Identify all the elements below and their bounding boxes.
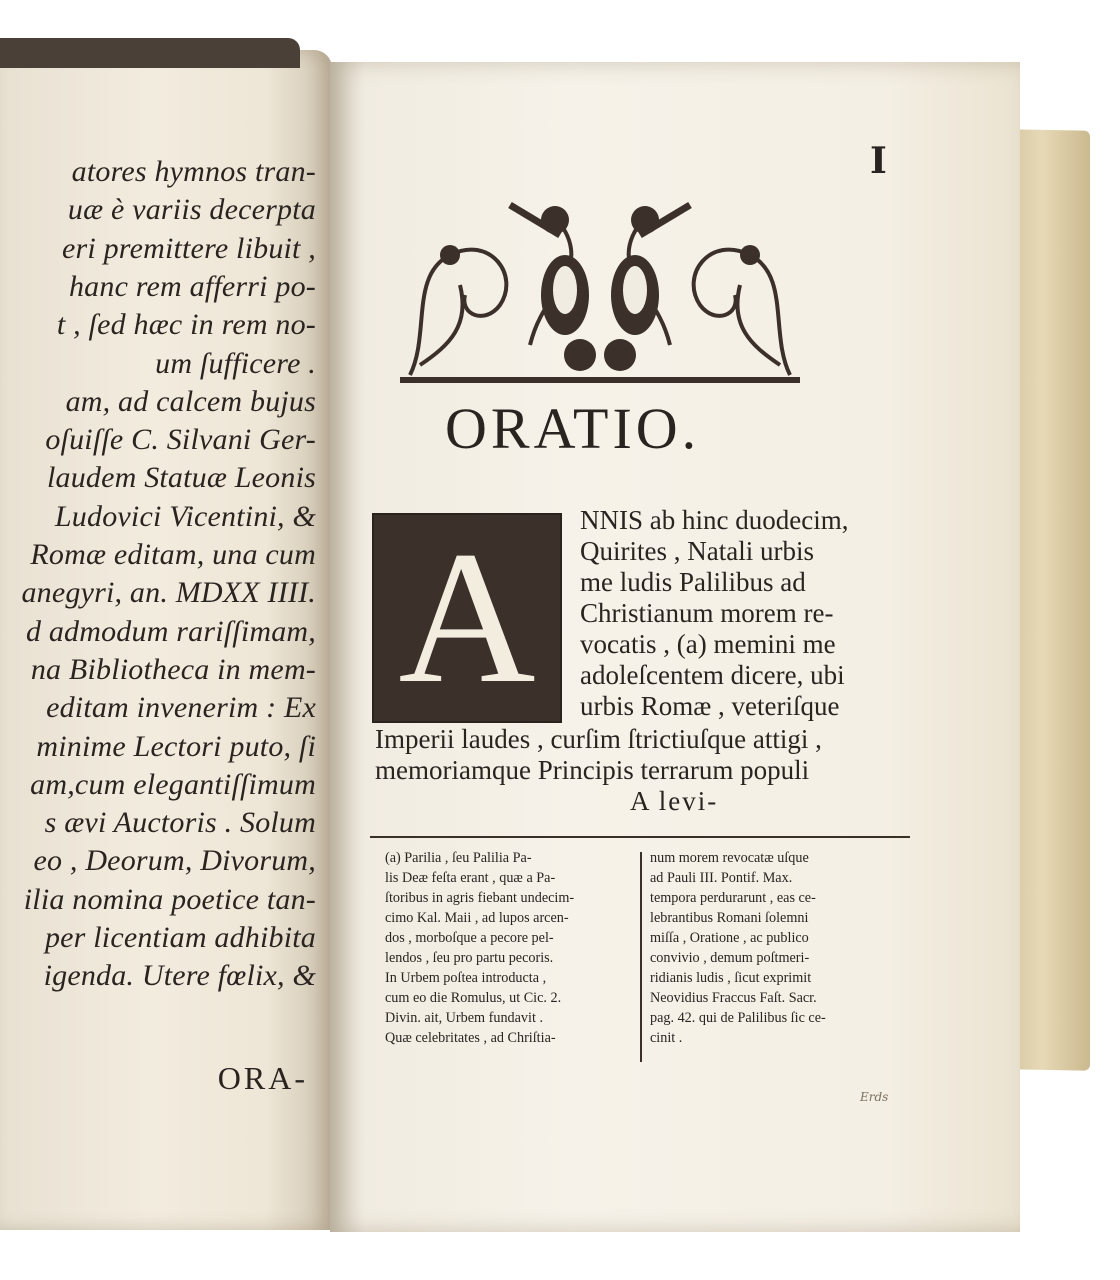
- text-line-content: anegyri, an. MDXX IIII.: [21, 576, 316, 610]
- text-line-content: hanc rem afferri po-: [68, 269, 316, 303]
- text-line: NNIS ab hinc duodecim,: [580, 505, 849, 535]
- text-line: Divin. ait, Urbem fundavit .: [385, 1010, 544, 1026]
- text-line-content: editam invenerim : Ex: [46, 691, 316, 725]
- text-line: cinit .: [650, 1030, 683, 1046]
- text-line: cum eo die Romulus, ut Cic. 2.: [385, 990, 562, 1006]
- text-line-content: na Bibliotheca in mem-: [30, 652, 316, 686]
- page-block-edge: [1010, 129, 1090, 1070]
- text-line-content: atores hymnos tran-: [71, 155, 316, 188]
- text-line-content: ilia nomina poetice tan-: [23, 882, 316, 916]
- text-line: pag. 42. qui de Palilibus ſic ce-: [650, 1010, 826, 1026]
- text-line: num morem revocatæ uſque: [650, 850, 809, 866]
- text-line: In Urbem poſtea introducta ,: [385, 970, 547, 986]
- text-line: Quirites , Natali urbis: [580, 536, 814, 566]
- text-line: vocatis , (a) memini me: [580, 629, 836, 659]
- left-catchword-text: ORA-: [217, 1060, 308, 1096]
- text-line-content: um ſufficere .: [155, 346, 316, 380]
- text-line-content: Ludovici Vicentini, &: [54, 499, 316, 533]
- text-line-content: oſuiſſe C. Silvani Ger-: [45, 423, 316, 457]
- text-line: lendos , ſeu pro partu pecoris.: [385, 950, 554, 966]
- text-line-content: minime Lectori puto, ſi: [36, 729, 316, 763]
- decorated-initial: [372, 513, 562, 723]
- text-line: ridianis ludis , ſicut exprimit: [650, 970, 812, 986]
- text-line: miſſa , Oratione , ac publico: [650, 930, 809, 946]
- text-line: dos , morboſque a pecore pel-: [385, 930, 554, 946]
- text-line: Neovidius Fraccus Faſt. Sacr.: [650, 990, 817, 1006]
- text-line: lis Deæ feſta erant , quæ a Pa-: [385, 870, 556, 886]
- text-line: tempora perdurarunt , eas ce-: [650, 890, 816, 906]
- text-line-content: per licentiam adhibita: [44, 921, 316, 954]
- text-line: me ludis Palilibus ad: [580, 567, 806, 597]
- text-line: memoriamque Principis terrarum populi: [375, 755, 810, 785]
- ornamental-headpiece-icon: [390, 175, 810, 390]
- text-line-content: eri premittere libuit ,: [61, 231, 316, 265]
- text-line: adoleſcentem dicere, ubi: [580, 660, 845, 690]
- footnote-column-divider: [640, 852, 642, 1062]
- text-line: cimo Kal. Maii , ad lupos arcen-: [385, 910, 569, 926]
- book-cover-edge: [0, 38, 300, 68]
- text-line: (a) Parilia , ſeu Palilia Pa-: [385, 850, 532, 866]
- text-line: ad Pauli III. Pontif. Max.: [650, 870, 793, 886]
- text-line-content: s ævi Auctoris . Solum: [44, 806, 316, 840]
- text-line: lebrantibus Romani ſolemni: [650, 910, 809, 926]
- text-line: Imperii laudes , curſim ſtrictiuſque attigi ,: [375, 724, 822, 754]
- text-line: convivio , demum poſtmeri-: [650, 950, 810, 966]
- text-line-content: am, ad calcem bujus: [65, 384, 316, 418]
- text-line: urbis Romæ , veteriſque: [580, 691, 840, 721]
- text-line: A levi-: [630, 786, 719, 816]
- footnote-rule: [370, 836, 910, 838]
- text-line-content: laudem Statuæ Leonis: [46, 461, 316, 495]
- page-number: I: [870, 140, 887, 182]
- initial-letter: A: [398, 513, 536, 723]
- text-line-content: igenda. Utere fœlix, &: [43, 959, 316, 993]
- text-line-content: d admodum rariſſimam,: [25, 614, 316, 648]
- page-catchword: Erds: [860, 1090, 889, 1104]
- text-line-content: am,cum elegantiſſimum: [30, 767, 316, 801]
- text-line-content: t , ſed hæc in rem no-: [56, 308, 316, 342]
- text-line: ſtoribus in agris fiebant undecim-: [385, 890, 575, 906]
- page-title: ORATIO.: [445, 396, 701, 461]
- text-line-content: Romæ editam, una cum: [30, 538, 316, 571]
- text-line-content: uæ è variis decerpta: [67, 193, 316, 227]
- text-line: Quæ celebritates , ad Chriſtia-: [385, 1030, 556, 1046]
- text-line-content: eo , Deorum, Divorum,: [33, 844, 316, 878]
- text-line: Christianum morem re-: [580, 598, 834, 628]
